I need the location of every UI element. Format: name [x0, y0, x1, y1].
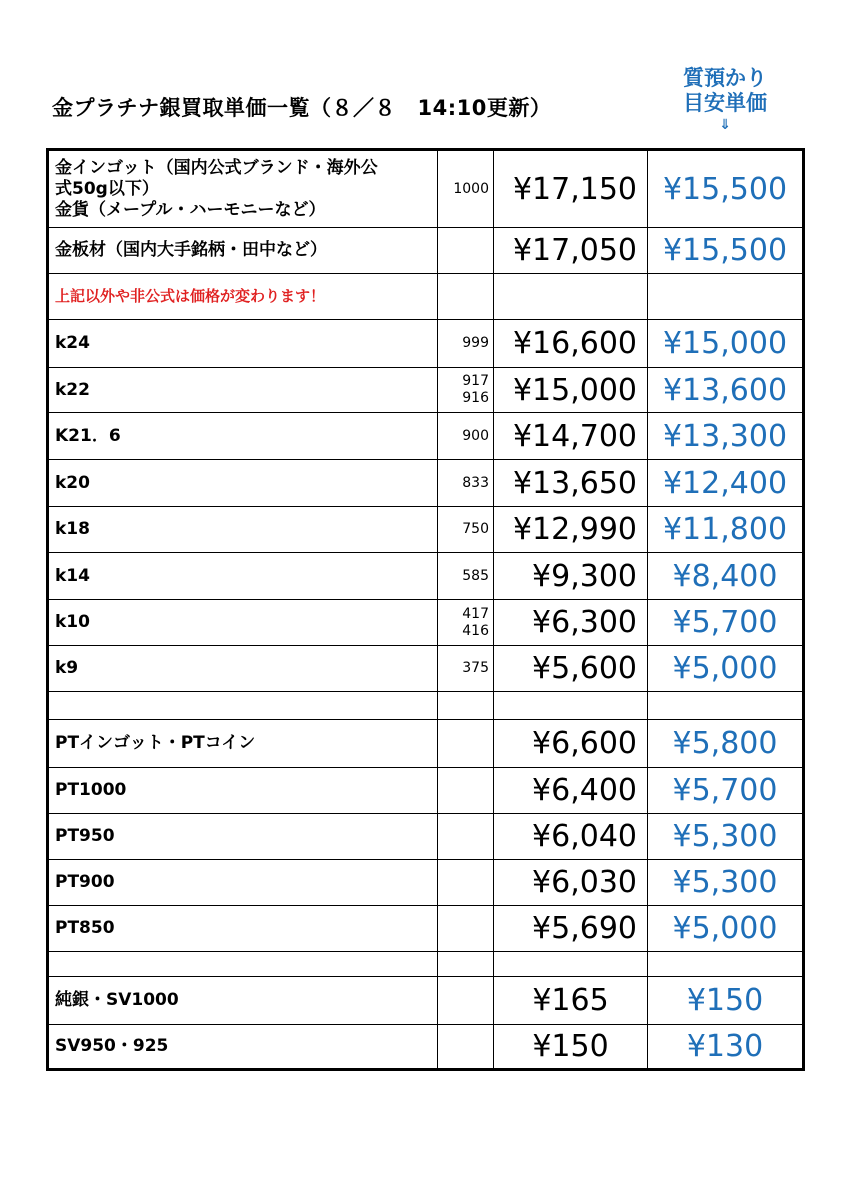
price-row: [48, 507, 804, 553]
purity-cell: [438, 413, 494, 460]
purity-cell: [438, 860, 494, 906]
pawn-price-cell: [648, 952, 804, 977]
purity-cell: [438, 368, 494, 413]
price-row: [48, 814, 804, 860]
pawn-price-cell: ¥5,800: [648, 720, 804, 768]
item-name-line: k14: [55, 565, 90, 586]
item-name-line: 式50g以下）: [55, 178, 159, 199]
item-name-cell: [48, 274, 438, 320]
buy-price-cell: ¥16,600: [494, 320, 648, 368]
price-row: [48, 860, 804, 906]
purity-cell: [438, 274, 494, 320]
purity-value: 1000: [453, 180, 489, 197]
buy-price-cell: ¥165: [494, 977, 648, 1025]
pawn-price-cell: ¥11,800: [648, 507, 804, 553]
purity-cell: [438, 460, 494, 507]
purity-cell: [438, 977, 494, 1025]
buy-price-cell: ¥6,040: [494, 814, 648, 860]
purity-value: 417: [462, 605, 489, 622]
price-row: [48, 1025, 804, 1070]
item-name-cell: [48, 860, 438, 906]
buy-price-cell: ¥6,600: [494, 720, 648, 768]
purity-cell: [438, 600, 494, 646]
pawn-price-cell: ¥15,500: [648, 228, 804, 274]
purity-cell: [438, 228, 494, 274]
pawn-price-cell: ¥15,500: [648, 150, 804, 228]
item-name-cell: [48, 720, 438, 768]
purity-cell: [438, 507, 494, 553]
item-name-line: 金貨（メープル・ハーモニーなど）: [55, 199, 326, 220]
price-row: [48, 768, 804, 814]
purity-cell: [438, 692, 494, 720]
page-title: 金プラチナ銀買取単価一覧（８／８ 14:10更新）: [52, 96, 552, 120]
purity-value: 999: [462, 335, 489, 351]
notice-row: [48, 274, 804, 320]
buy-price-cell: ¥12,990: [494, 507, 648, 553]
purity-cell: [438, 814, 494, 860]
item-name-line: k22: [55, 379, 90, 400]
purity-value: 917: [462, 373, 489, 389]
purity-cell: [438, 720, 494, 768]
item-name-cell: [48, 507, 438, 553]
item-name-line: K21．6: [55, 425, 121, 446]
item-name-line: k20: [55, 472, 90, 493]
buy-price-cell: ¥13,650: [494, 460, 648, 507]
item-name-line: k24: [55, 333, 90, 353]
buy-price-cell: [494, 952, 648, 977]
item-name-line: 純銀・SV1000: [55, 990, 179, 1010]
pawn-price-cell: ¥13,300: [648, 413, 804, 460]
item-name-cell: [48, 814, 438, 860]
item-name-cell: [48, 368, 438, 413]
item-name-cell: [48, 1025, 438, 1070]
purity-cell: [438, 320, 494, 368]
price-row: [48, 320, 804, 368]
pawn-estimate-header: [650, 66, 800, 134]
item-name-cell: [48, 692, 438, 720]
purity-value: 375: [462, 660, 489, 676]
purity-value: 750: [462, 521, 489, 537]
item-name-cell: [48, 977, 438, 1025]
purity-value: 585: [462, 567, 489, 584]
pawn-price-cell: ¥130: [648, 1025, 804, 1070]
pawn-price-cell: [648, 274, 804, 320]
pawn-price-cell: ¥8,400: [648, 553, 804, 600]
item-name-cell: [48, 768, 438, 814]
pawn-price-cell: ¥5,000: [648, 646, 804, 692]
buy-price-cell: [494, 274, 648, 320]
item-name-cell: [48, 320, 438, 368]
down-arrow-icon: ⇓: [719, 117, 731, 133]
item-name-cell: [48, 553, 438, 600]
purity-cell: [438, 646, 494, 692]
item-name-cell: [48, 952, 438, 977]
pawn-price-cell: ¥5,000: [648, 906, 804, 952]
item-name-cell: [48, 646, 438, 692]
item-name-line: 金板材（国内大手銘柄・田中など）: [55, 240, 327, 260]
price-row: [48, 646, 804, 692]
item-name-cell: [48, 600, 438, 646]
item-name-line: SV950・925: [55, 1036, 169, 1056]
item-name-cell: [48, 150, 438, 228]
buy-price-cell: ¥17,150: [494, 150, 648, 228]
pawn-header-line1: 質預かり: [683, 66, 767, 90]
price-table-body: [48, 150, 804, 1070]
price-row: [48, 600, 804, 646]
buy-price-cell: ¥5,690: [494, 906, 648, 952]
pawn-price-cell: ¥15,000: [648, 320, 804, 368]
buy-price-cell: ¥17,050: [494, 228, 648, 274]
item-name-line: PTインゴット・PTコイン: [55, 733, 256, 753]
purity-cell: [438, 906, 494, 952]
price-row: [48, 460, 804, 507]
item-name-line: k18: [55, 519, 90, 539]
pawn-price-cell: ¥5,300: [648, 860, 804, 906]
purity-cell: [438, 150, 494, 228]
item-name-cell: [48, 228, 438, 274]
buy-price-cell: ¥6,300: [494, 600, 648, 646]
spacer-row: [48, 692, 804, 720]
buy-price-cell: ¥5,600: [494, 646, 648, 692]
buy-price-cell: ¥14,700: [494, 413, 648, 460]
purity-value: 416: [462, 622, 489, 639]
price-row: [48, 228, 804, 274]
item-name-line: PT850: [55, 918, 115, 938]
pawn-price-cell: ¥5,700: [648, 768, 804, 814]
item-name-cell: [48, 906, 438, 952]
purity-cell: [438, 952, 494, 977]
price-row: [48, 413, 804, 460]
pawn-price-cell: ¥5,300: [648, 814, 804, 860]
spacer-row: [48, 952, 804, 977]
price-row: [48, 977, 804, 1025]
price-row: [48, 553, 804, 600]
buy-price-cell: ¥6,400: [494, 768, 648, 814]
purity-cell: [438, 1025, 494, 1070]
item-name-line: PT950: [55, 826, 115, 846]
buy-price-cell: ¥6,030: [494, 860, 648, 906]
price-row: [48, 150, 804, 228]
buy-price-cell: ¥9,300: [494, 553, 648, 600]
item-name-line: k9: [55, 658, 79, 678]
pawn-header-line2: 目安単価: [683, 91, 767, 115]
item-name-line: 金インゴット（国内公式ブランド・海外公: [55, 157, 378, 178]
pawn-price-cell: ¥13,600: [648, 368, 804, 413]
price-row: [48, 720, 804, 768]
item-name-line: 上記以外や非公式は価格が変わります！: [55, 287, 326, 305]
buy-price-cell: ¥150: [494, 1025, 648, 1070]
purity-value: 900: [462, 427, 489, 444]
pawn-price-cell: ¥150: [648, 977, 804, 1025]
purity-value: 916: [462, 390, 489, 406]
purity-cell: [438, 768, 494, 814]
item-name-line: PT900: [55, 872, 115, 892]
pawn-price-cell: ¥5,700: [648, 600, 804, 646]
pawn-price-cell: ¥12,400: [648, 460, 804, 507]
purity-cell: [438, 553, 494, 600]
buy-price-cell: [494, 692, 648, 720]
item-name-cell: [48, 413, 438, 460]
item-name-cell: [48, 460, 438, 507]
pawn-price-cell: [648, 692, 804, 720]
item-name-line: PT1000: [55, 780, 127, 800]
price-row: [48, 368, 804, 413]
item-name-line: k10: [55, 612, 90, 632]
price-row: [48, 906, 804, 952]
buy-price-cell: ¥15,000: [494, 368, 648, 413]
price-table: [46, 148, 805, 1071]
purity-value: 833: [462, 474, 489, 491]
